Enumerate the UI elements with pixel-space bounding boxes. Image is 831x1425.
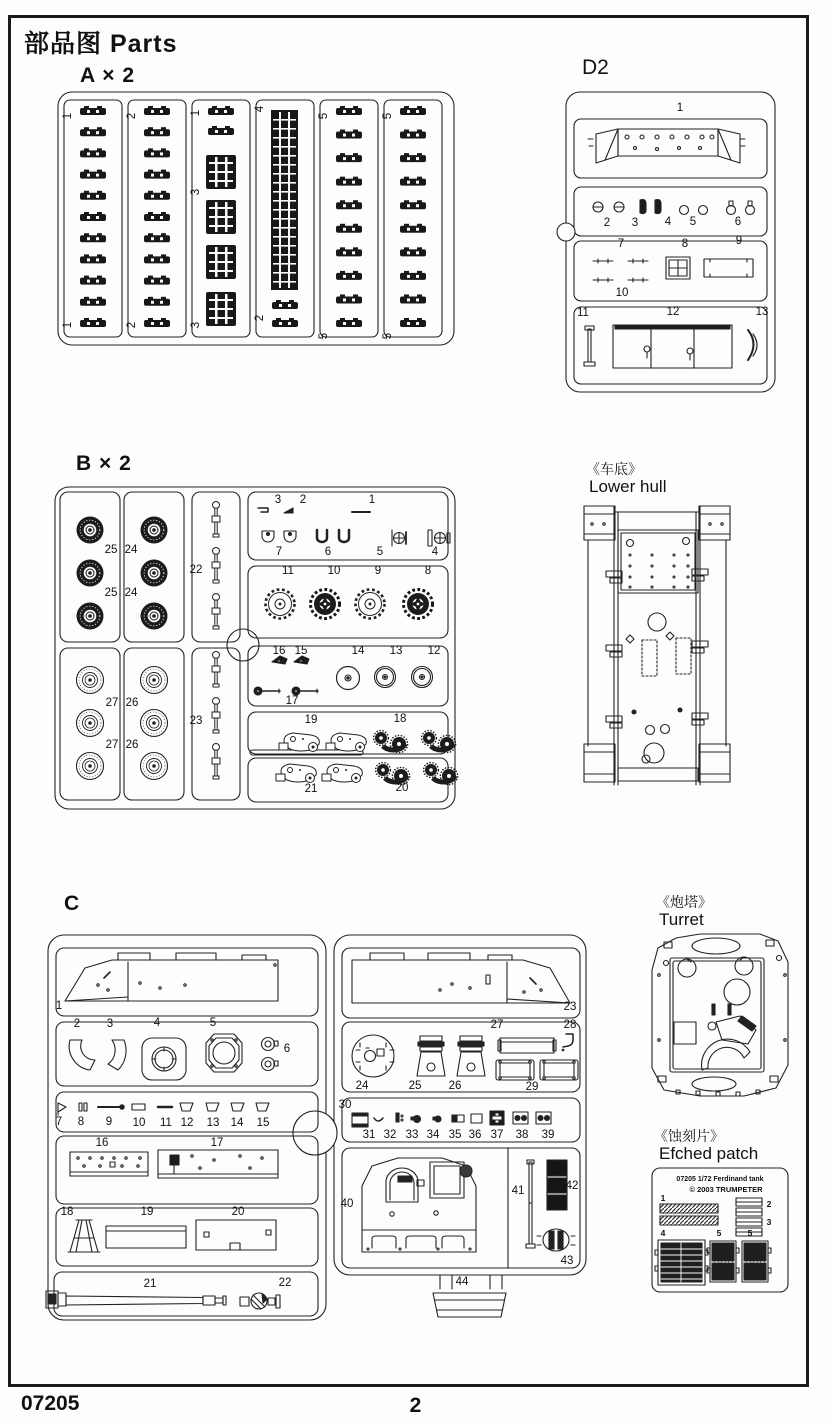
part-number: 12 xyxy=(666,306,680,318)
part-number: 19 xyxy=(304,714,318,726)
part-number: 14 xyxy=(230,1117,244,1129)
part-number: 33 xyxy=(405,1129,419,1141)
part-number: 29 xyxy=(525,1081,539,1093)
c-part-casemate xyxy=(362,1158,476,1252)
part-number: 24 xyxy=(355,1080,369,1092)
part-number: © 2003 TRUMPETER xyxy=(689,1185,763,1194)
part-number: 3 xyxy=(766,1217,772,1227)
part-number: 1 xyxy=(676,102,684,114)
part-number: 6 xyxy=(324,546,332,558)
part-number: 25 xyxy=(104,587,118,599)
part-number: 37 xyxy=(490,1129,504,1141)
part-number: 18 xyxy=(393,713,407,725)
c-part-barrel xyxy=(46,1291,226,1308)
part-number: 22 xyxy=(189,564,203,576)
part-number: 1 xyxy=(368,494,376,506)
c-part-hull-side-left xyxy=(65,953,278,1001)
part-number: 20 xyxy=(231,1206,245,1218)
part-number: 20 xyxy=(395,782,409,794)
part-number: 4 xyxy=(660,1228,666,1238)
part-number: 36 xyxy=(468,1129,482,1141)
part-number: 35 xyxy=(448,1129,462,1141)
part-number: 2 xyxy=(73,1018,81,1030)
part-number: 2 xyxy=(299,494,307,506)
sprue-d2-frame xyxy=(557,92,775,392)
d2-bottom-parts xyxy=(584,325,757,368)
part-number: 1 xyxy=(190,109,202,117)
part-number: 17 xyxy=(285,695,299,707)
part-number: 24 xyxy=(124,587,138,599)
part-number: 9 xyxy=(105,1116,113,1128)
part-number: 23 xyxy=(189,715,203,727)
part-number: 3 xyxy=(274,494,282,506)
part-number: 11 xyxy=(577,307,589,319)
etched-label-cn: 《蚀刻片》 xyxy=(654,1128,724,1144)
part-number: 23 xyxy=(563,1001,577,1013)
part-number: 27 xyxy=(105,739,119,751)
part-number: 3 xyxy=(106,1018,114,1030)
d2-rod-parts xyxy=(593,257,753,282)
lower-hull-label-en: Lower hull xyxy=(589,477,667,496)
part-number: 4 xyxy=(254,105,266,113)
page-title: 部品图 Parts xyxy=(24,30,178,58)
d2-part-deck xyxy=(588,129,745,163)
part-number: 9 xyxy=(735,235,743,247)
part-number: 6 xyxy=(734,216,742,228)
part-number: 8 xyxy=(424,565,432,577)
part-number: 21 xyxy=(143,1278,157,1290)
sprue-b-label: B × 2 xyxy=(76,452,132,475)
turret-label-en: Turret xyxy=(659,910,704,929)
part-number: 13 xyxy=(755,306,769,318)
part-number: 24 xyxy=(124,544,138,556)
part-number: 6 xyxy=(283,1043,291,1055)
part-number: 26 xyxy=(125,697,139,709)
part-number: 4 xyxy=(431,546,439,558)
part-number: 5 xyxy=(382,332,394,340)
part-number: 8 xyxy=(681,238,689,250)
part-number: 5 xyxy=(747,1228,753,1238)
part-number: 17 xyxy=(210,1137,224,1149)
lower-hull-label-cn: 《车底》 xyxy=(586,461,642,477)
part-number: 3 xyxy=(190,188,202,196)
part-number: 5 xyxy=(376,546,384,558)
part-number: 19 xyxy=(140,1206,154,1218)
part-number: 41 xyxy=(511,1185,525,1197)
part-number: 32 xyxy=(383,1129,397,1141)
part-number: 15 xyxy=(294,645,308,657)
c-part-muzzle-brake xyxy=(240,1293,280,1309)
part-number: 14 xyxy=(351,645,365,657)
part-number: 12 xyxy=(180,1117,194,1129)
part-number: 2 xyxy=(126,321,138,329)
turret-label-cn: 《炮塔》 xyxy=(656,894,712,910)
part-number: 1 xyxy=(62,112,74,120)
part-number: 13 xyxy=(206,1117,220,1129)
c-right-row3-parts xyxy=(352,1111,551,1127)
part-number: 16 xyxy=(95,1137,109,1149)
part-number: 18 xyxy=(60,1206,74,1218)
part-number: 5 xyxy=(382,112,394,120)
part-number: 26 xyxy=(125,739,139,751)
part-number: 3 xyxy=(631,217,639,229)
part-number: 42 xyxy=(565,1180,579,1192)
part-number: 2 xyxy=(603,217,611,229)
c-left-row3-parts xyxy=(58,1103,269,1115)
c-part-44 xyxy=(433,1293,506,1317)
c-part-16-17-plates xyxy=(70,1150,278,1178)
part-number: 7 xyxy=(275,546,283,558)
turret-drawing xyxy=(652,934,788,1096)
part-number: 7 xyxy=(55,1116,63,1128)
sprue-d2-label: D2 xyxy=(582,56,609,79)
part-number: 07205 1/72 Ferdinand tank xyxy=(676,1176,764,1183)
part-number: 5 xyxy=(318,112,330,120)
part-number: 5 xyxy=(318,332,330,340)
part-number: 39 xyxy=(541,1129,555,1141)
kit-number: 07205 xyxy=(21,1392,80,1415)
part-number: 26 xyxy=(448,1080,462,1092)
part-number: 9 xyxy=(374,565,382,577)
part-number: 11 xyxy=(282,565,294,577)
etched-label-en: Efched patch xyxy=(659,1144,759,1163)
part-number: 8 xyxy=(77,1116,85,1128)
part-number: 5 xyxy=(209,1017,217,1029)
part-number: 4 xyxy=(664,216,672,228)
c-part-hull-side-right xyxy=(352,953,570,1003)
sprue-a-label: A × 2 xyxy=(80,64,135,87)
part-number: 43 xyxy=(560,1255,574,1267)
part-number: 1 xyxy=(55,1000,63,1012)
part-number: 3 xyxy=(190,321,202,329)
part-number: 2 xyxy=(766,1199,772,1209)
part-number: 10 xyxy=(327,565,341,577)
part-number: 38 xyxy=(515,1129,529,1141)
part-number: 13 xyxy=(389,645,403,657)
part-number: 25 xyxy=(104,544,118,556)
part-number: 7 xyxy=(617,238,625,250)
part-number: 22 xyxy=(278,1277,292,1289)
part-number: 4 xyxy=(153,1017,161,1029)
part-number: 44 xyxy=(455,1276,469,1288)
part-number: 5 xyxy=(689,216,697,228)
part-number: 27 xyxy=(490,1019,504,1031)
c-part-18-19-20 xyxy=(68,1220,276,1252)
part-number: 40 xyxy=(340,1198,354,1210)
part-number: 5 xyxy=(716,1228,722,1238)
c-left-row2-parts xyxy=(69,1034,278,1080)
part-number: 21 xyxy=(304,783,318,795)
part-number: 2 xyxy=(254,314,266,322)
part-number: 2 xyxy=(126,112,138,120)
lower-hull-drawing xyxy=(584,506,730,785)
part-number: 10 xyxy=(615,287,629,299)
part-number: 1 xyxy=(62,321,74,329)
sprue-a-parts xyxy=(64,100,442,340)
sprue-c-label: C xyxy=(64,892,81,915)
part-number: 15 xyxy=(256,1117,270,1129)
page-number: 2 xyxy=(409,1394,422,1417)
part-number: 16 xyxy=(272,645,286,657)
part-number: 25 xyxy=(408,1080,422,1092)
part-number: 31 xyxy=(362,1129,376,1141)
part-number: 12 xyxy=(427,645,441,657)
part-number: 34 xyxy=(426,1129,440,1141)
c-right-row2-parts xyxy=(352,1034,578,1080)
c-part-41-42-43 xyxy=(526,1160,575,1251)
part-number: 27 xyxy=(105,697,119,709)
part-number: 10 xyxy=(132,1117,146,1129)
d2-small-parts xyxy=(593,200,755,215)
part-number: 11 xyxy=(160,1117,172,1129)
part-number: 28 xyxy=(563,1019,577,1031)
part-number: 30 xyxy=(338,1099,352,1111)
sprue-c-frame xyxy=(48,935,586,1320)
part-number: 1 xyxy=(660,1193,666,1203)
